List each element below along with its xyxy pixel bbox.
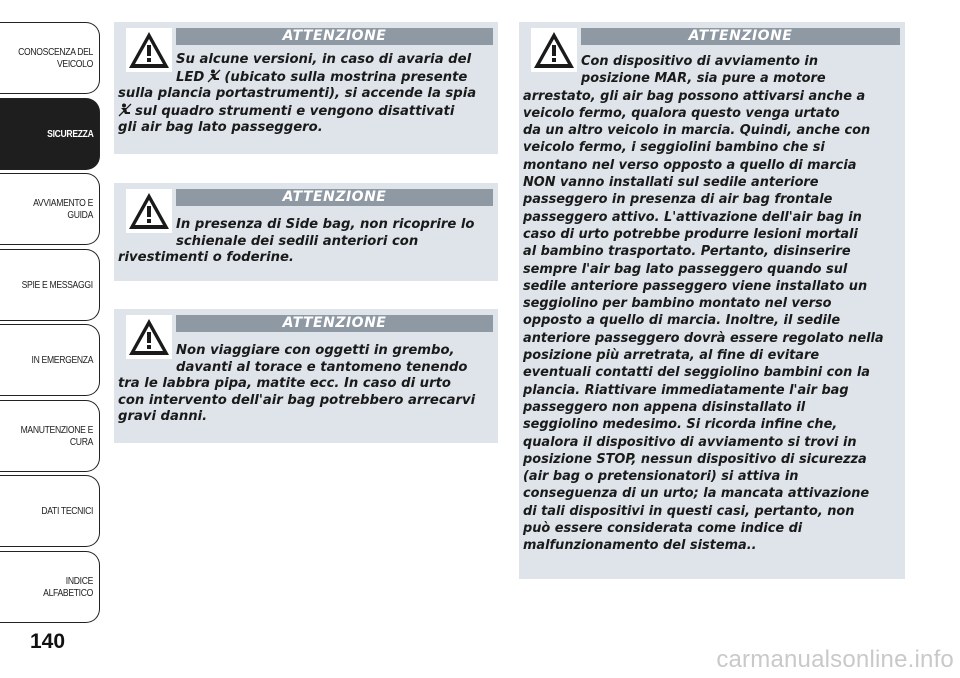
text-line: posizione STOP, nessun dispositivo di sicurezza	[523, 451, 867, 467]
text-fragment: (ubicato sulla mostrina presente	[224, 69, 468, 85]
tab-label: AVVIAMENTO E GUIDA	[33, 197, 93, 221]
tab-label: INDICE ALFABETICO	[43, 574, 93, 599]
text-line: gli air bag lato passeggero.	[118, 120, 323, 136]
text-line: sedile anteriore passeggero viene installato un	[523, 278, 868, 294]
text-line: conseguenza di un urto; la mancata attivazione	[523, 486, 870, 502]
warning-title: ATTENZIONE	[176, 28, 493, 45]
tab-label: CONOSCENZA DEL VEICOLO	[18, 46, 93, 70]
text-line: passeggero non appena disinstallato il	[523, 399, 806, 415]
text-line: Con dispositivo di avviamento in	[581, 54, 819, 69]
text-line: schienale dei sedili anteriori con	[176, 233, 419, 249]
warning-box-ignition-mar	[519, 22, 905, 579]
text-line: arrestato, gli air bag possono attivarsi anche a	[523, 88, 866, 104]
text-line: eventuali contatti del seggiolino bambini con la	[523, 365, 870, 381]
text-line: sulla plancia portastrumenti), si accende la spia	[118, 86, 477, 102]
warning-title: ATTENZIONE	[176, 315, 493, 332]
text-line: può essere considerata come indice di	[523, 521, 803, 537]
page-number: 140	[30, 630, 66, 653]
tab-conoscenza-del-veicolo[interactable]	[0, 22, 100, 94]
tab-dati-tecnici[interactable]	[0, 475, 100, 547]
text-line: davanti al torace e tantomeno tenendo	[176, 359, 468, 375]
text-line	[118, 69, 492, 87]
text-line: posizione MAR, sia pure a motore	[581, 71, 826, 87]
text-line: passeggero attivo. L'attivazione dell'air bag in	[523, 209, 862, 225]
text-line: qualora il dispositivo di avviamento si trovi in	[523, 434, 857, 450]
tab-label: MANUTENZIONE E CURA	[20, 423, 93, 448]
text-line: NON vanno installati sul sedile anteriore	[523, 175, 819, 191]
text-line: con intervento dell'air bag potrebbero arrecarvi	[118, 392, 476, 408]
tab-spie-e-messaggi[interactable]	[0, 249, 100, 321]
text-line: veicolo fermo, qualora questo venga urtato	[523, 105, 840, 121]
text-line: gravi danni.	[118, 409, 208, 425]
text-line: di tali dispositivi in questi casi, pertanto, non	[523, 503, 855, 519]
passenger-airbag-off-icon	[118, 103, 132, 117]
warning-text	[523, 53, 899, 555]
tab-indice-alfabetico[interactable]	[0, 551, 100, 623]
text-line: montano nel verso opposto a quello di marcia	[523, 157, 857, 173]
text-line: posizione più arretrata, al fine di evitare	[523, 348, 820, 364]
tab-label: SPIE E MESSAGGI	[21, 278, 93, 291]
text-line: In presenza di Side bag, non ricoprire lo	[176, 217, 475, 232]
passenger-airbag-off-icon	[207, 69, 221, 83]
text-line: opposto a quello di marcia. Inoltre, il sedile	[523, 313, 841, 329]
text-line: al bambino trasportato. Pertanto, disinserire	[523, 244, 851, 260]
chapter-tabs	[0, 22, 100, 626]
text-line: da un altro veicolo in marcia. Quindi, anche con	[523, 123, 871, 139]
text-line: passeggero in presenza di air bag frontale	[523, 192, 833, 208]
warning-title: ATTENZIONE	[581, 28, 900, 45]
warning-text	[118, 217, 492, 267]
text-line: Su alcune versioni, in caso di avaria del	[176, 52, 472, 67]
tab-label: DATI TECNICI	[41, 505, 93, 517]
text-line: seggiolino per bambino montato nel verso	[523, 296, 832, 312]
text-fragment: sul quadro strumenti e vengono disattivati	[135, 103, 455, 119]
tab-in-emergenza[interactable]	[0, 324, 100, 396]
text-line: seggiolino medesimo. Si ricorda infine che,	[523, 417, 838, 433]
text-line: veicolo fermo, i seggiolini bambino che si	[523, 140, 825, 156]
warning-text	[118, 52, 492, 137]
text-line: Non viaggiare con oggetti in grembo,	[176, 343, 455, 358]
text-line	[118, 103, 492, 121]
warning-box-airbag-led	[114, 22, 498, 154]
text-line: caso di urto potrebbe produrre lesioni mortali	[523, 226, 858, 242]
tab-sicurezza[interactable]	[0, 98, 100, 170]
watermark: carmanualsonline.info	[716, 646, 954, 673]
tab-label: IN EMERGENZA	[31, 354, 93, 366]
tab-label: SICUREZZA	[46, 127, 93, 140]
warning-box-side-bag	[114, 183, 498, 281]
text-fragment: LED	[176, 69, 205, 85]
warning-box-objects-lap	[114, 309, 498, 443]
text-line: malfunzionamento del sistema..	[523, 538, 757, 554]
tab-manutenzione-e-cura[interactable]	[0, 400, 100, 472]
warning-title: ATTENZIONE	[176, 189, 493, 206]
tab-avviamento-e-guida[interactable]	[0, 173, 100, 245]
text-line: sempre l'air bag lato passeggero quando sul	[523, 261, 848, 277]
text-line: plancia. Riattivare immediatamente l'air bag	[523, 382, 849, 398]
text-line: anteriore passeggero dovrà essere regolato nella	[523, 330, 884, 346]
text-line: tra le labbra pipa, matite ecc. In caso di urto	[118, 376, 451, 392]
text-line: (air bag o pretensionatori) si attiva in	[523, 469, 799, 485]
text-line: rivestimenti o foderine.	[118, 250, 294, 266]
warning-text	[118, 343, 492, 426]
